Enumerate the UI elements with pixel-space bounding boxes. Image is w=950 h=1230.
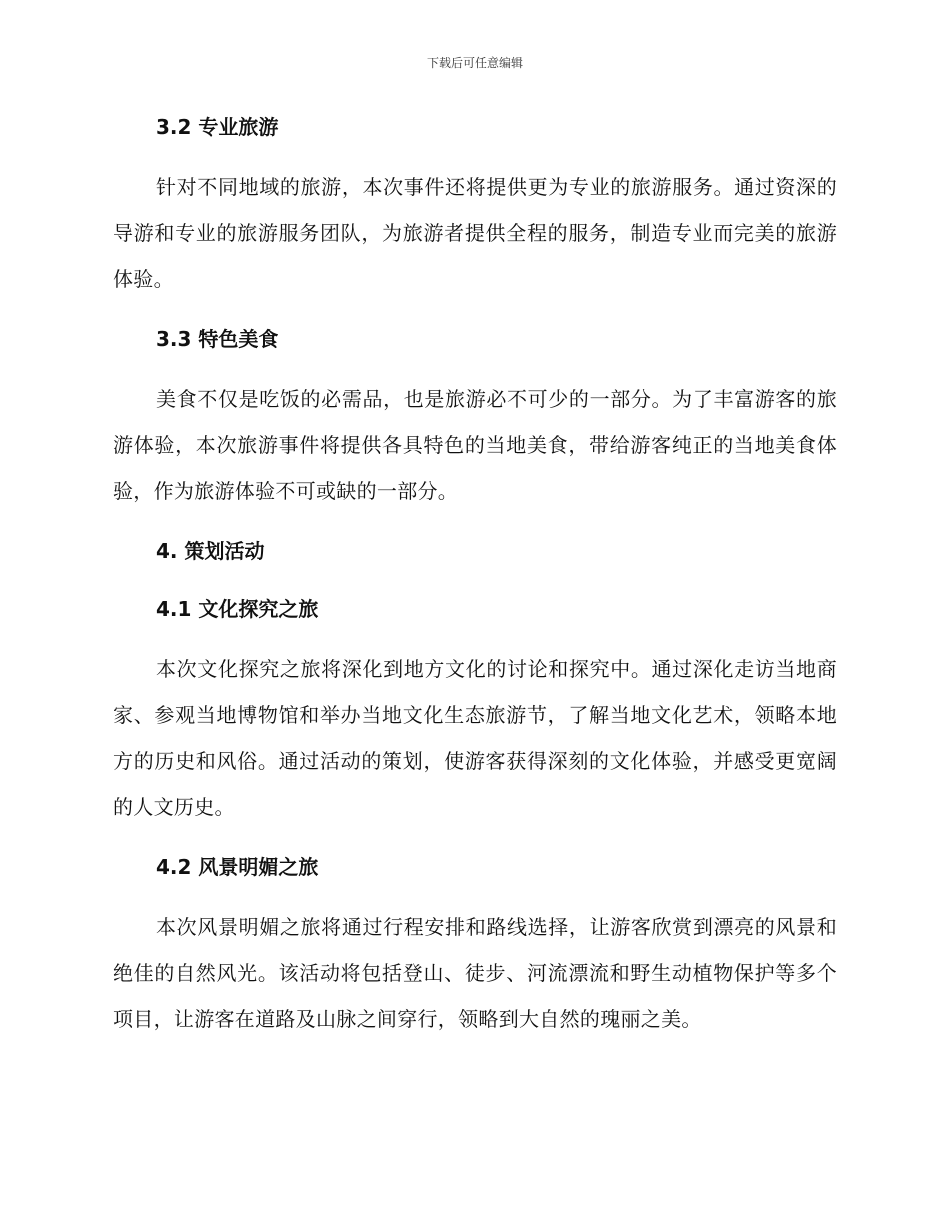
section-heading-4: 4. 策划活动 <box>156 539 265 563</box>
section-heading-3-2: 3.2 专业旅游 <box>156 115 279 139</box>
section-paragraph-4-2: 本次风景明媚之旅将通过行程安排和路线选择，让游客欣赏到漂亮的风景和绝佳的自然风光。该活动将包括登山、徒步、河流漂流和野生动植物保护等多个项目，让游客在道路及山脉之间穿行，领略到大自然的瑰丽之美。 <box>113 915 837 1031</box>
section-heading-4-2: 4.2 风景明媚之旅 <box>156 855 319 879</box>
section-paragraph-3-3: 美食不仅是吃饭的必需品，也是旅游必不可少的一部分。为了丰富游客的旅游体验，本次旅游事件将提供各具特色的当地美食，带给游客纯正的当地美食体验，作为旅游体验不可或缺的一部分。 <box>113 387 837 503</box>
section-paragraph-4-1: 本次文化探究之旅将深化到地方文化的讨论和探究中。通过深化走访当地商家、参观当地博物馆和举办当地文化生态旅游节，了解当地文化艺术，领略本地方的历史和风俗。通过活动的策划，使游客获得深刻的文化体验，并感受更宽阔的人文历史。 <box>113 657 837 819</box>
section-paragraph-3-2: 针对不同地域的旅游，本次事件还将提供更为专业的旅游服务。通过资深的导游和专业的旅游服务团队，为旅游者提供全程的服务，制造专业而完美的旅游体验。 <box>113 175 837 291</box>
section-heading-3-3: 3.3 特色美食 <box>156 327 279 351</box>
page-header: 下载后可任意编辑 <box>426 56 523 70</box>
section-heading-4-1: 4.1 文化探究之旅 <box>156 597 319 621</box>
document-body <box>113 112 837 1042</box>
